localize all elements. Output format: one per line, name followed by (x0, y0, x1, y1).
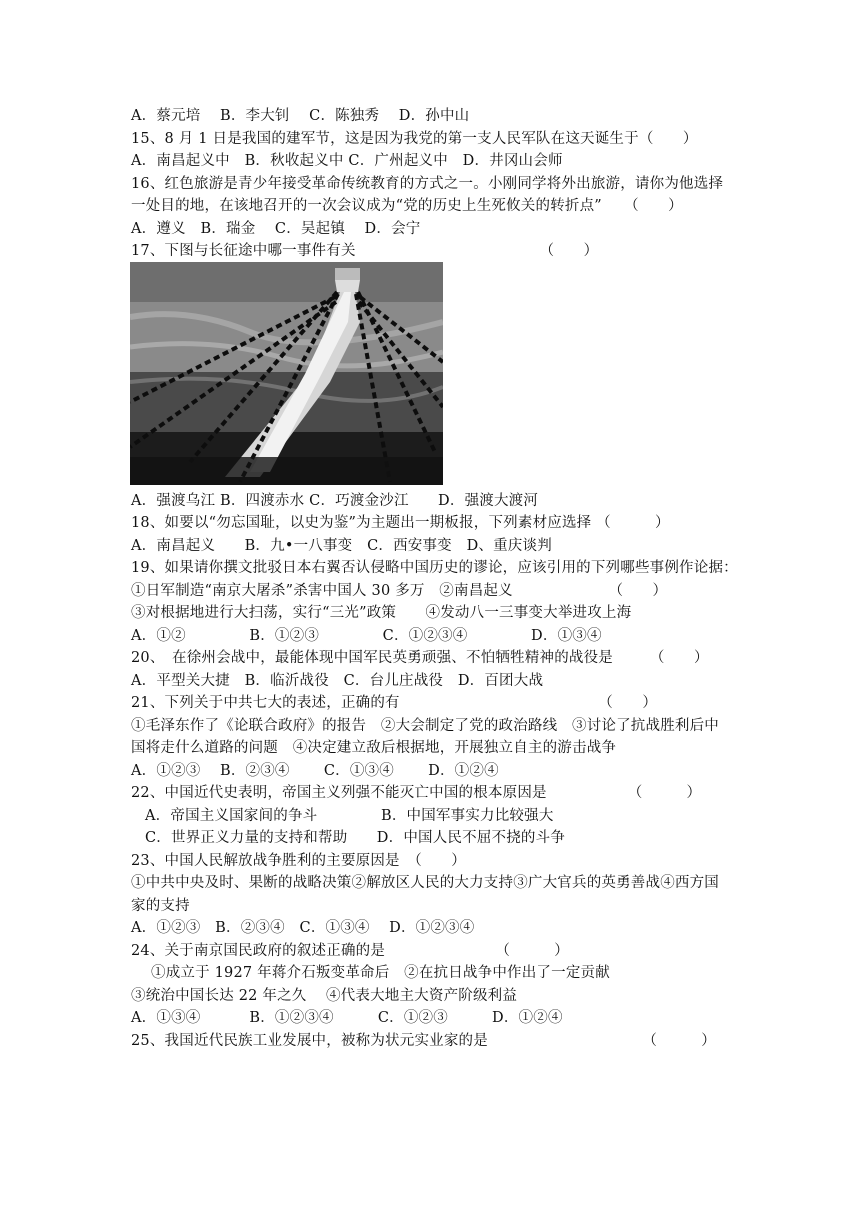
q22-options-ab: A．帝国主义国家间的争斗 B．中国军事实力比较强大 (145, 808, 554, 824)
q21-stem: 21、下列关于中共七大的表述，正确的有 （ ） (131, 695, 658, 711)
q23-items-line2: 家的支持 (131, 898, 190, 914)
q22-options-cd: C．世界正义力量的支持和帮助 D．中国人民不屈不挠的斗争 (145, 830, 566, 846)
q19-item-3-4: ③对根据地进行大扫荡，实行“三光”政策 ④发动八一三事变大举进攻上海 (131, 605, 632, 621)
q17-options: A．强渡乌江 B．四渡赤水 C．巧渡金沙江 D．强渡大渡河 (131, 493, 539, 509)
q15-stem: 15、8 月 1 日是我国的建军节，这是因为我党的第一支人民军队在这天诞生于（ ） (131, 131, 698, 147)
q16-options: A．遵义 B．瑞金 C．吴起镇 D．会宁 (131, 221, 421, 237)
q18-stem: 18、如要以“勿忘国耻，以史为鉴”为主题出一期板报，下列素材应选择 （ ） (131, 515, 670, 531)
q21-items-line2: 国将走什么道路的问题 ④决定建立敌后根据地，开展独立自主的游击战争 (131, 740, 617, 756)
q19-item-1-2: ①日军制造“南京大屠杀”杀害中国人 30 多万 ②南昌起义 （ ） (131, 583, 668, 599)
q23-stem: 23、中国人民解放战争胜利的主要原因是 （ ） (131, 853, 466, 869)
q24-stem: 24、关于南京国民政府的叙述正确的是 （ ） (131, 943, 569, 959)
luding-bridge-photo (130, 262, 443, 485)
q24-items-line1: ①成立于 1927 年蒋介石叛变革命后 ②在抗日战争中作出了一定贡献 (151, 965, 610, 981)
q16-stem-line2: 一处目的地，在该地召开的一次会议成为“党的历史上生死攸关的转折点” （ ） (131, 198, 683, 214)
q23-options: A．①②③ B．②③④ C．①③④ D．①②③④ (131, 920, 475, 936)
q25-stem: 25、我国近代民族工业发展中，被称为状元实业家的是 （ ） (131, 1033, 716, 1049)
q16-stem-line1: 16、红色旅游是青少年接受革命传统教育的方式之一。小刚同学将外出旅游，请你为他选择 (131, 176, 724, 192)
q20-options: A．平型关大捷 B．临沂战役 C．台儿庄战役 D．百团大战 (131, 673, 544, 689)
q19-stem: 19、如果请你撰文批驳日本右翼否认侵略中国历史的谬论，应该引用的下列哪些事例作论据： (131, 560, 738, 576)
q21-items-line1: ①毛泽东作了《论联合政府》的报告 ②大会制定了党的政治路线 ③讨论了抗战胜利后中 (131, 718, 719, 734)
q15-options: A．南昌起义中 B．秋收起义中 C．广州起义中 D．井冈山会师 (131, 153, 563, 169)
q18-options: A．南昌起义 B．九•一八事变 C．西安事变 D、重庆谈判 (131, 538, 552, 554)
q19-options: A．①② B．①②③ C．①②③④ D．①③④ (131, 628, 602, 644)
q14-options: A．蔡元培 B．李大钊 C．陈独秀 D．孙中山 (131, 108, 470, 124)
q23-items-line1: ①中共中央及时、果断的战略决策②解放区人民的大力支持③广大官兵的英勇善战④西方国 (131, 875, 719, 891)
q17-stem: 17、下图与长征途中哪一事件有关 （ ） (131, 243, 599, 259)
q20-stem: 20、 在徐州会战中，最能体现中国军民英勇顽强、不怕牺牲精神的战役是 （ ） (131, 650, 709, 666)
q24-options: A．①③④ B．①②③④ C．①②③ D．①②④ (131, 1010, 563, 1026)
q22-stem: 22、中国近代史表明，帝国主义列强不能灭亡中国的根本原因是 （ ） (131, 785, 702, 801)
q24-items-line2: ③统治中国长达 22 年之久 ④代表大地主大资产阶级利益 (131, 988, 518, 1004)
q21-options: A．①②③ B．②③④ C．①③④ D．①②④ (131, 763, 499, 779)
